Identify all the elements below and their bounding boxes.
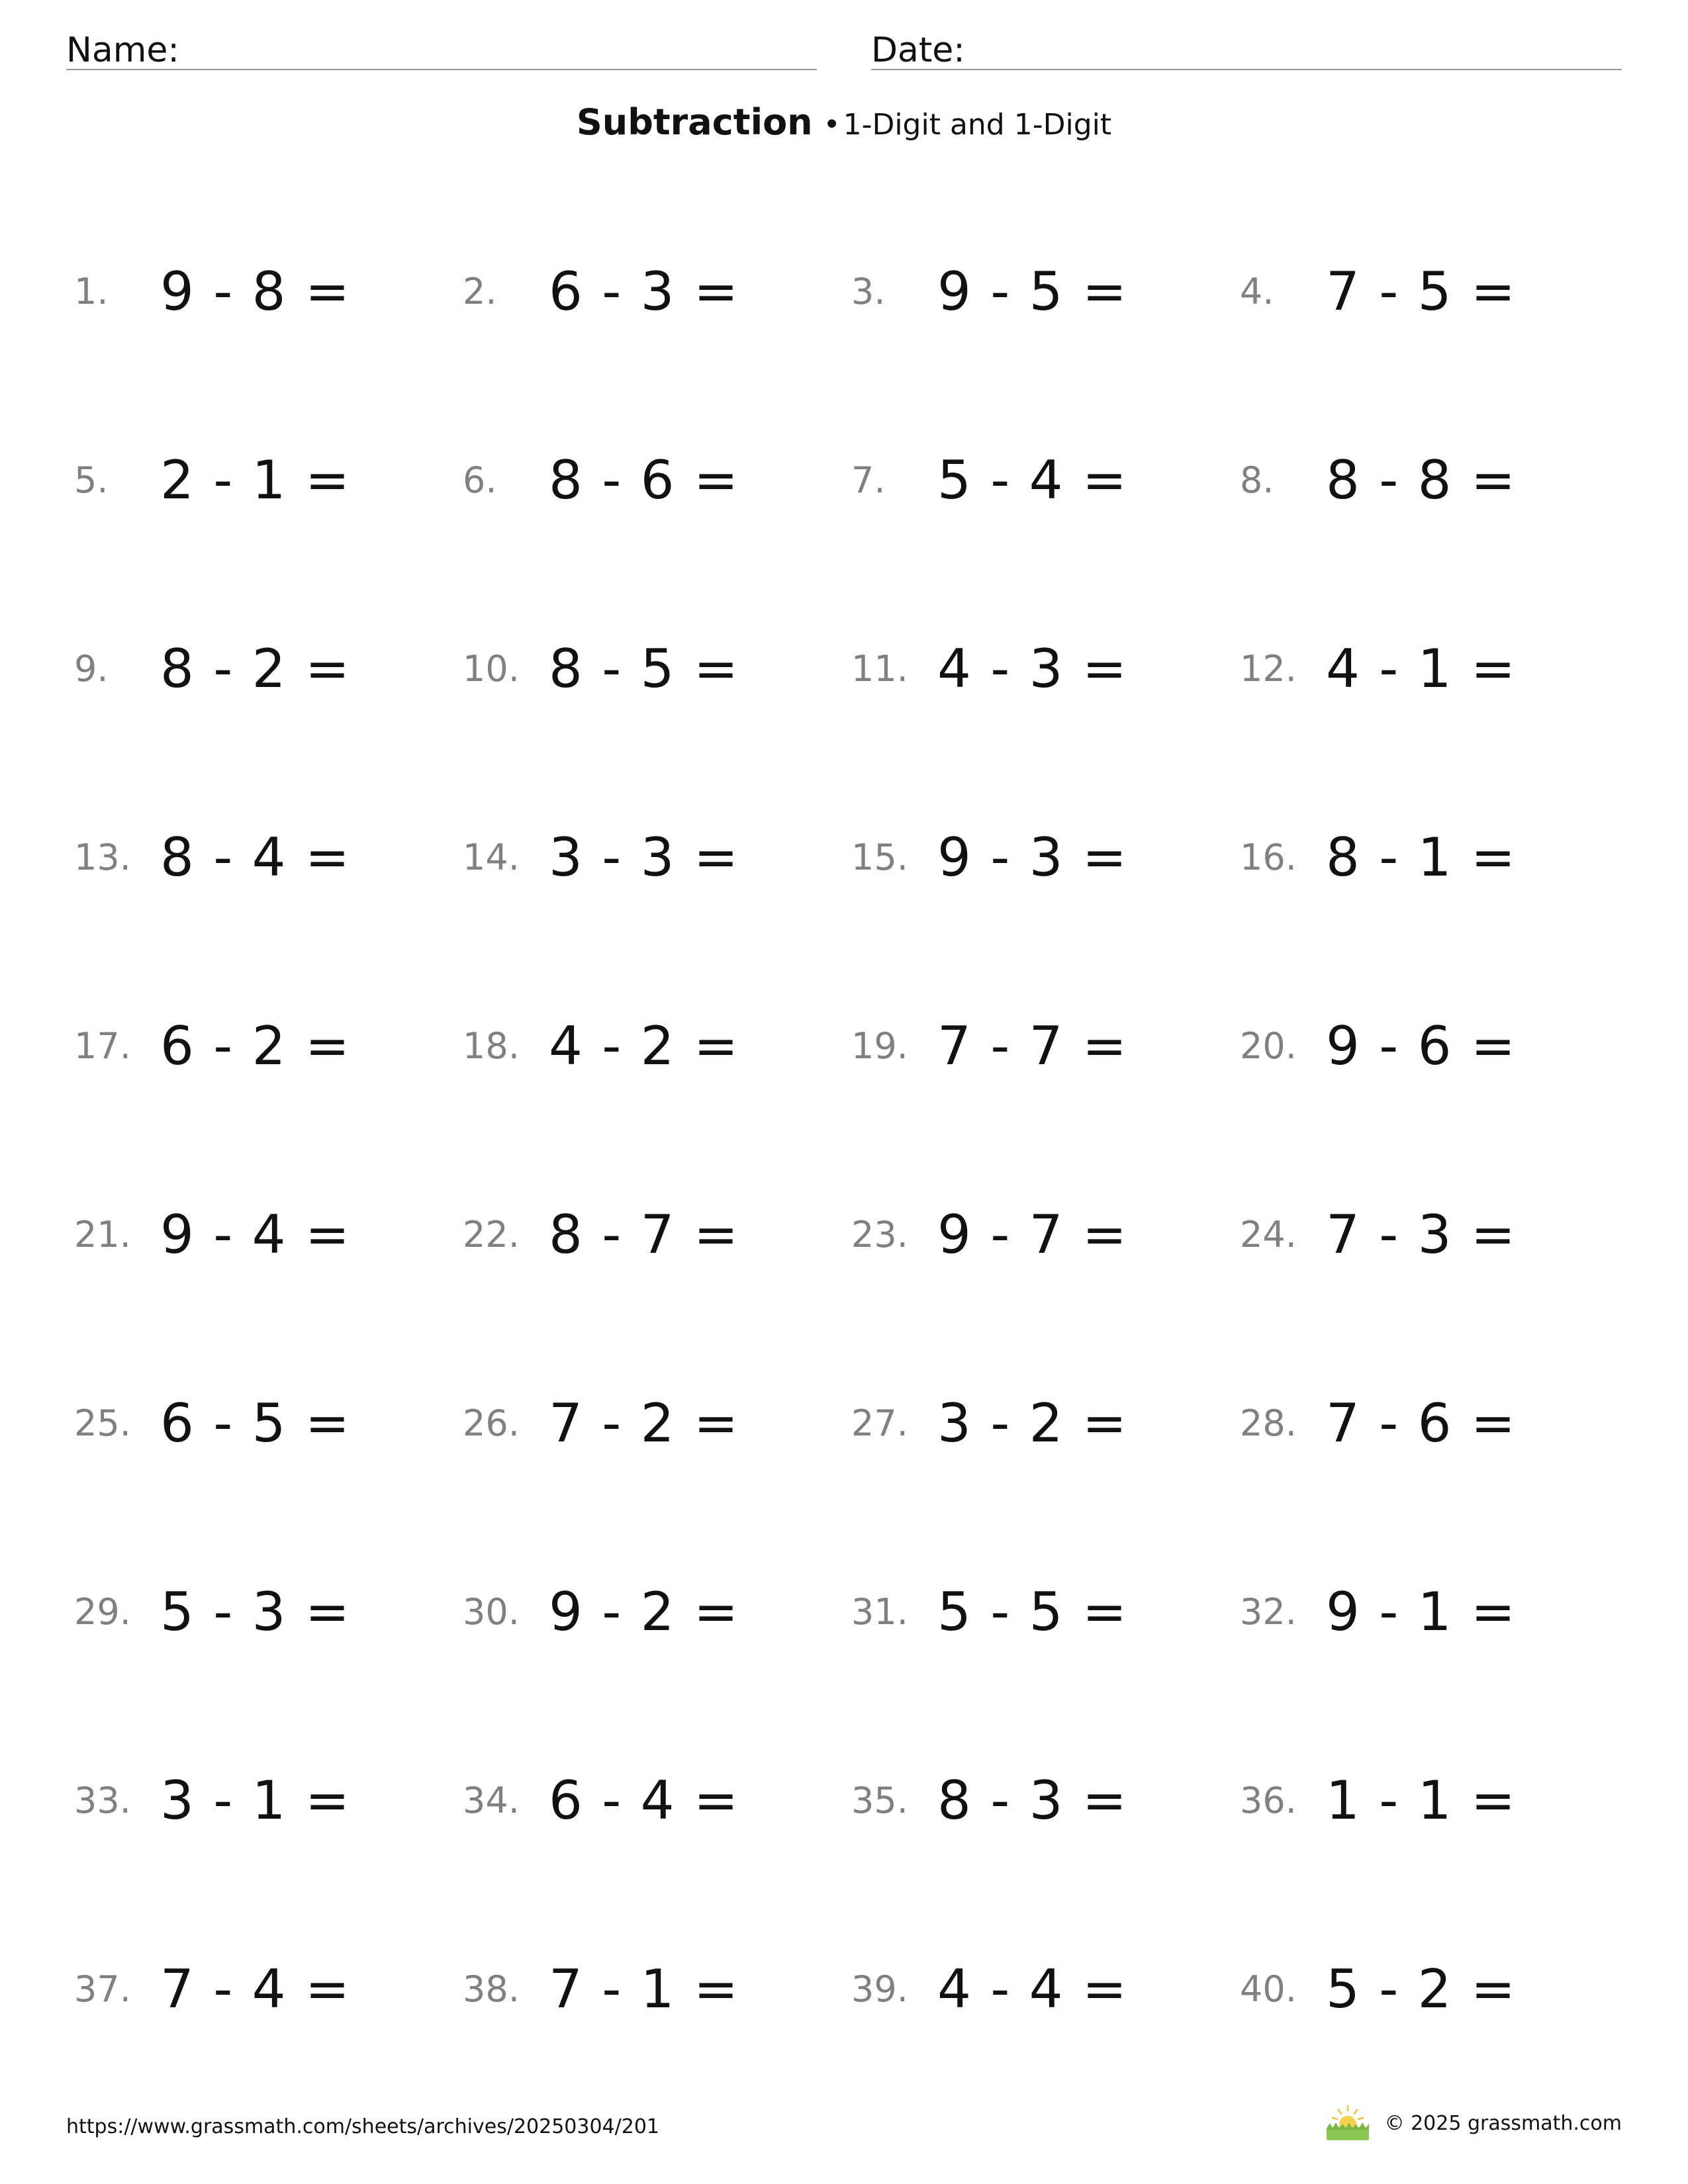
problem-expression: 6 - 4 = <box>549 1769 739 1831</box>
problem-number: 35. <box>851 1779 908 1821</box>
problem-item <box>1240 1572 1628 1651</box>
problem-number: 22. <box>463 1213 520 1255</box>
problem-item <box>1240 1195 1628 1274</box>
problem-expression: 9 - 3 = <box>937 826 1128 888</box>
problem-number: 36. <box>1240 1779 1297 1821</box>
problem-number: 10. <box>463 647 520 690</box>
footer-copyright: © 2025 grassmath.com <box>1384 2111 1622 2135</box>
problem-number: 15. <box>851 836 908 878</box>
problem-number: 4. <box>1240 270 1274 312</box>
date-label: Date: <box>871 30 965 70</box>
problem-expression: 8 - 8 = <box>1326 449 1517 511</box>
problem-item <box>851 1572 1240 1651</box>
problem-item <box>851 251 1240 331</box>
problem-expression: 2 - 1 = <box>160 449 351 511</box>
problem-item <box>851 1760 1240 1840</box>
problem-number: 19. <box>851 1024 908 1067</box>
problem-expression: 9 - 6 = <box>1326 1015 1517 1077</box>
problem-item <box>463 1006 851 1085</box>
problem-expression: 8 - 3 = <box>937 1769 1128 1831</box>
footer-branding <box>1324 2105 1622 2142</box>
problem-expression: 3 - 3 = <box>549 826 739 888</box>
name-label: Name: <box>66 30 179 70</box>
problem-item <box>463 1760 851 1840</box>
problem-expression: 5 - 2 = <box>1326 1958 1517 2020</box>
problem-item <box>1240 629 1628 708</box>
problem-item <box>463 440 851 520</box>
problem-number: 12. <box>1240 647 1297 690</box>
problem-expression: 6 - 5 = <box>160 1392 351 1454</box>
problem-number: 24. <box>1240 1213 1297 1255</box>
problem-expression: 5 - 3 = <box>160 1580 351 1643</box>
problem-expression: 7 - 5 = <box>1326 260 1517 322</box>
problem-number: 18. <box>463 1024 520 1067</box>
problem-item <box>74 817 463 897</box>
problem-item <box>463 1949 851 2028</box>
problem-number: 14. <box>463 836 520 878</box>
problem-expression: 9 - 1 = <box>1326 1580 1517 1643</box>
problem-item <box>851 817 1240 897</box>
problem-item <box>1240 1006 1628 1085</box>
problem-expression: 7 - 7 = <box>937 1015 1128 1077</box>
problem-expression: 7 - 2 = <box>549 1392 739 1454</box>
problem-number: 29. <box>74 1590 131 1633</box>
problem-expression: 9 - 4 = <box>160 1203 351 1265</box>
problem-item <box>74 1383 463 1463</box>
problem-number: 26. <box>463 1402 520 1444</box>
problem-item <box>74 1949 463 2028</box>
problem-item <box>463 817 851 897</box>
problem-item <box>851 1949 1240 2028</box>
problem-number: 25. <box>74 1402 131 1444</box>
problem-item <box>1240 440 1628 520</box>
problem-expression: 4 - 3 = <box>937 637 1128 700</box>
problem-number: 7. <box>851 459 886 501</box>
problem-item <box>1240 251 1628 331</box>
problem-item <box>1240 817 1628 897</box>
problem-expression: 8 - 5 = <box>549 637 739 700</box>
problem-number: 3. <box>851 270 886 312</box>
problem-number: 20. <box>1240 1024 1297 1067</box>
title-main: Subtraction <box>576 101 813 143</box>
header-row <box>66 24 1622 70</box>
problem-expression: 4 - 4 = <box>937 1958 1128 2020</box>
problem-number: 23. <box>851 1213 908 1255</box>
problem-expression: 4 - 2 = <box>549 1015 739 1077</box>
problem-item <box>74 1195 463 1274</box>
problem-item <box>463 251 851 331</box>
problem-expression: 3 - 2 = <box>937 1392 1128 1454</box>
problem-item <box>851 629 1240 708</box>
problem-item <box>1240 1949 1628 2028</box>
problem-expression: 8 - 6 = <box>549 449 739 511</box>
problem-expression: 9 - 7 = <box>937 1203 1128 1265</box>
problem-number: 32. <box>1240 1590 1297 1633</box>
problem-item <box>463 1383 851 1463</box>
problem-item <box>74 629 463 708</box>
problem-number: 2. <box>463 270 497 312</box>
problem-number: 33. <box>74 1779 131 1821</box>
problem-item <box>74 251 463 331</box>
date-field[interactable] <box>871 24 1622 70</box>
problem-item <box>74 440 463 520</box>
problem-item <box>851 1383 1240 1463</box>
name-field[interactable] <box>66 24 817 70</box>
problem-expression: 8 - 2 = <box>160 637 351 700</box>
grass-sun-logo-icon <box>1324 2105 1372 2142</box>
problem-number: 21. <box>74 1213 131 1255</box>
problem-number: 6. <box>463 459 497 501</box>
problem-grid <box>74 251 1623 2138</box>
problem-expression: 9 - 5 = <box>937 260 1128 322</box>
problem-number: 11. <box>851 647 908 690</box>
problem-item <box>851 1006 1240 1085</box>
problem-expression: 6 - 3 = <box>549 260 739 322</box>
problem-number: 38. <box>463 1968 520 2010</box>
problem-expression: 4 - 1 = <box>1326 637 1517 700</box>
problem-expression: 7 - 3 = <box>1326 1203 1517 1265</box>
problem-expression: 9 - 2 = <box>549 1580 739 1643</box>
problem-item <box>851 440 1240 520</box>
problem-number: 1. <box>74 270 109 312</box>
problem-number: 8. <box>1240 459 1274 501</box>
problem-number: 37. <box>74 1968 131 2010</box>
problem-expression: 8 - 7 = <box>549 1203 739 1265</box>
problem-item <box>463 1572 851 1651</box>
problem-item <box>1240 1383 1628 1463</box>
problem-item <box>74 1760 463 1840</box>
problem-item <box>1240 1760 1628 1840</box>
problem-expression: 3 - 1 = <box>160 1769 351 1831</box>
problem-expression: 7 - 6 = <box>1326 1392 1517 1454</box>
problem-number: 39. <box>851 1968 908 2010</box>
problem-expression: 5 - 4 = <box>937 449 1128 511</box>
problem-item <box>463 1195 851 1274</box>
problem-item <box>74 1006 463 1085</box>
problem-expression: 9 - 8 = <box>160 260 351 322</box>
problem-number: 5. <box>74 459 109 501</box>
problem-expression: 7 - 1 = <box>549 1958 739 2020</box>
problem-item <box>463 629 851 708</box>
problem-expression: 8 - 1 = <box>1326 826 1517 888</box>
problem-number: 16. <box>1240 836 1297 878</box>
problem-expression: 5 - 5 = <box>937 1580 1128 1643</box>
worksheet-title <box>0 101 1688 143</box>
problem-number: 40. <box>1240 1968 1297 2010</box>
title-subtitle: 1-Digit and 1-Digit <box>843 108 1112 142</box>
problem-number: 27. <box>851 1402 908 1444</box>
problem-expression: 6 - 2 = <box>160 1015 351 1077</box>
problem-number: 34. <box>463 1779 520 1821</box>
problem-number: 13. <box>74 836 131 878</box>
problem-item <box>851 1195 1240 1274</box>
problem-expression: 8 - 4 = <box>160 826 351 888</box>
problem-number: 30. <box>463 1590 520 1633</box>
problem-number: 28. <box>1240 1402 1297 1444</box>
problem-number: 9. <box>74 647 109 690</box>
title-bullet: • <box>823 108 841 142</box>
problem-number: 31. <box>851 1590 908 1633</box>
problem-expression: 1 - 1 = <box>1326 1769 1517 1831</box>
problem-item <box>74 1572 463 1651</box>
problem-expression: 7 - 4 = <box>160 1958 351 2020</box>
problem-number: 17. <box>74 1024 131 1067</box>
footer-url[interactable]: https://www.grassmath.com/sheets/archives/20250304/201 <box>66 2115 660 2138</box>
